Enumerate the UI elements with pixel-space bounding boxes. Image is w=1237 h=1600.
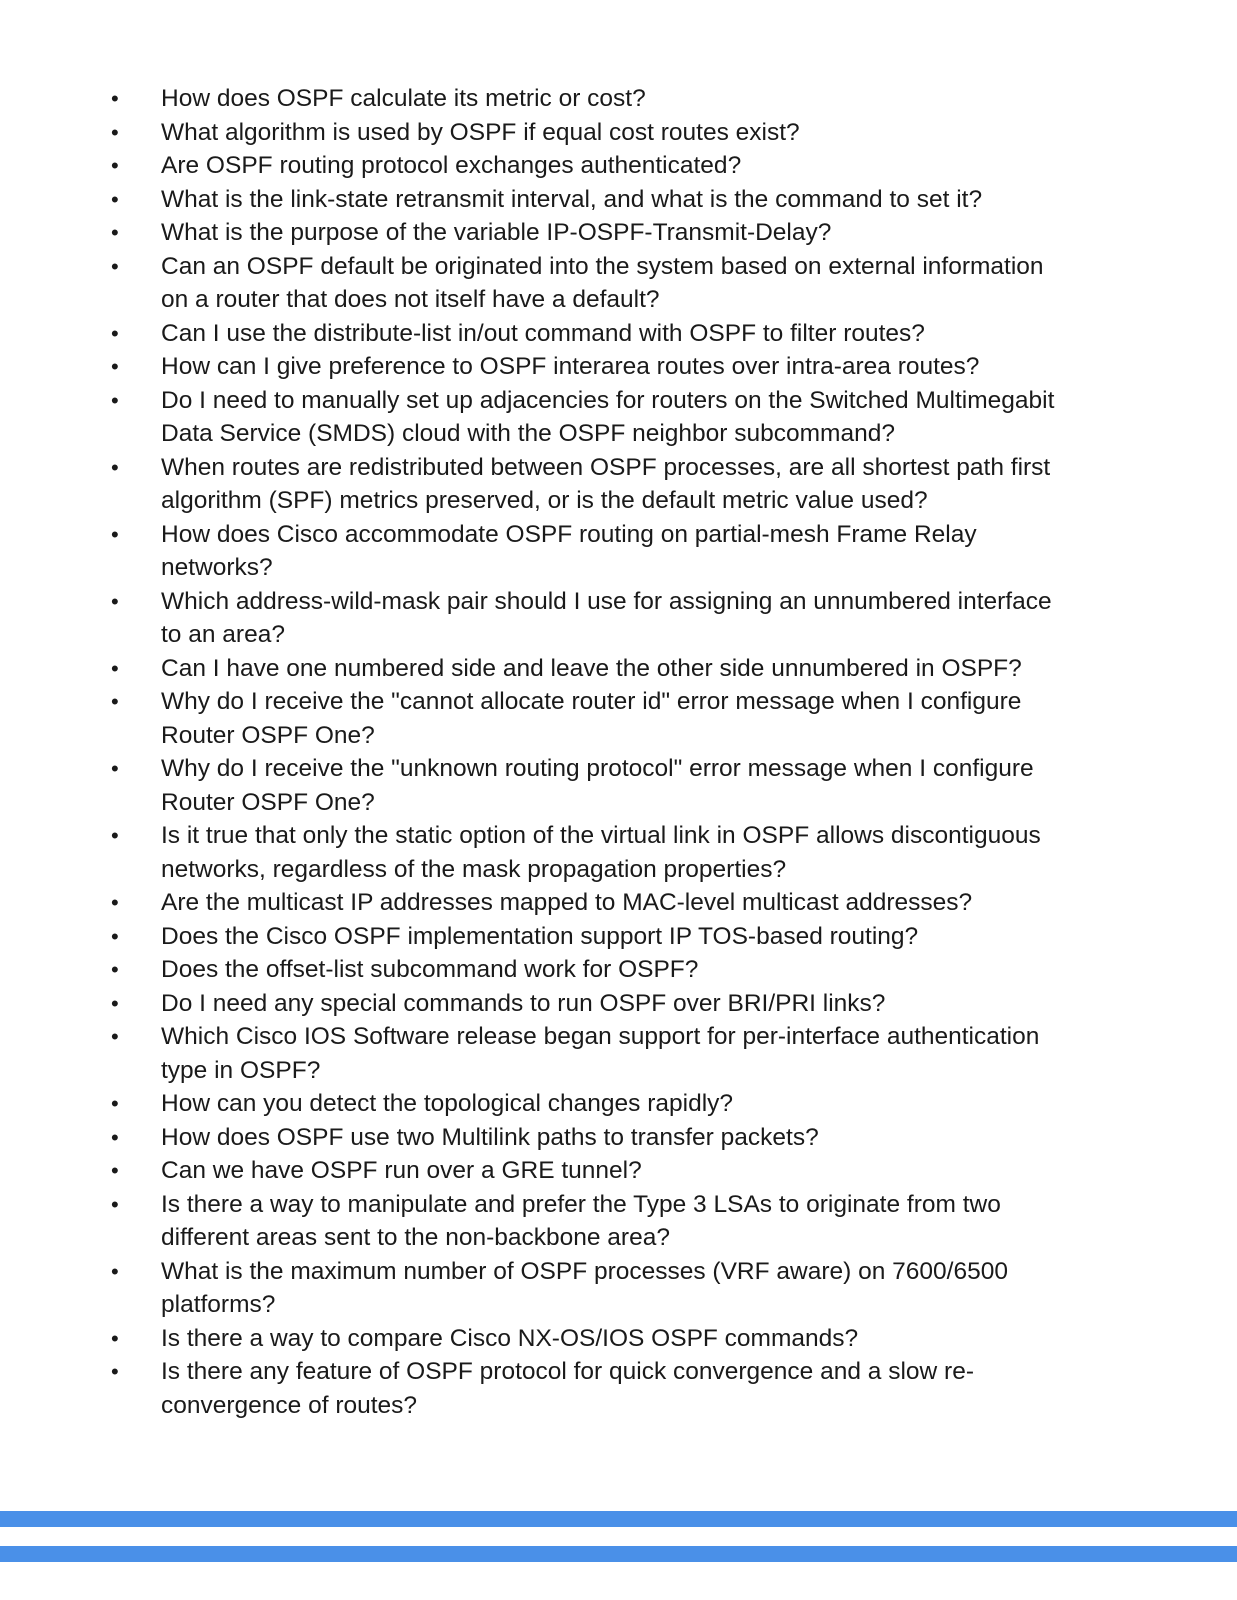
question-item <box>108 953 1068 987</box>
question-item <box>108 1355 1068 1422</box>
bullet-icon: • <box>111 990 119 1016</box>
question-text: Which Cisco IOS Software release began support for per-interface authentication type in OSPF? <box>161 1023 1040 1084</box>
question-text: Why do I receive the "cannot allocate router id" error message when I configure Router OSPF One? <box>161 688 1022 749</box>
question-item <box>108 652 1068 686</box>
bullet-icon: • <box>111 454 119 480</box>
question-item <box>108 149 1068 183</box>
question-text: Is there a way to compare Cisco NX-OS/IOS OSPF commands? <box>161 1324 859 1352</box>
question-item <box>108 1188 1068 1255</box>
question-text: Why do I receive the "unknown routing protocol" error message when I configure Router OSPF One? <box>161 755 1034 816</box>
question-text: How does Cisco accommodate OSPF routing on partial-mesh Frame Relay networks? <box>161 520 977 581</box>
question-text: Which address-wild-mask pair should I use for assigning an unnumbered interface to an area? <box>161 587 1052 648</box>
question-text: What is the link-state retransmit interval, and what is the command to set it? <box>161 185 983 213</box>
bullet-icon: • <box>111 1024 119 1049</box>
question-item <box>108 1154 1068 1188</box>
bullet-icon: • <box>111 1124 119 1150</box>
bullet-icon: • <box>111 220 119 245</box>
question-item <box>108 1087 1068 1121</box>
bullet-icon: • <box>111 119 119 145</box>
question-text: What is the maximum number of OSPF processes (VRF aware) on 7600/6500 platforms? <box>161 1257 1008 1318</box>
question-item <box>108 920 1068 954</box>
question-text: How can I give preference to OSPF interarea routes over intra-area routes? <box>161 353 980 380</box>
question-item <box>108 585 1068 652</box>
question-text: Does the offset-list subcommand work for OSPF? <box>161 956 699 983</box>
question-text: Can an OSPF default be originated into the system based on external information on a router that does not itself have a default? <box>161 252 1044 313</box>
question-text: Do I need to manually set up adjacencies for routers on the Switched Multimegabit Data Service (SMDS) cloud with the OSPF neighbor subcommand? <box>161 386 1055 447</box>
question-item <box>108 1121 1068 1155</box>
question-text: How can you detect the topological changes rapidly? <box>161 1090 734 1117</box>
bullet-icon: • <box>111 1359 119 1384</box>
question-item <box>108 886 1068 920</box>
question-text: Are the multicast IP addresses mapped to MAC-level multicast addresses? <box>161 889 973 916</box>
question-item <box>108 250 1068 317</box>
question-item <box>108 116 1068 150</box>
question-list <box>108 82 1068 1422</box>
question-text: Are OSPF routing protocol exchanges authenticated? <box>161 152 742 179</box>
question-item <box>108 384 1068 451</box>
question-text: Do I need any special commands to run OSPF over BRI/PRI links? <box>161 989 886 1017</box>
question-item <box>108 183 1068 217</box>
footer-rule-bottom <box>0 1546 1237 1562</box>
question-text: Is there a way to manipulate and prefer the Type 3 LSAs to originate from two different areas sent to the non-backbone area? <box>161 1190 1001 1251</box>
bullet-icon: • <box>111 354 119 379</box>
question-text: Can I use the distribute-list in/out command with OSPF to filter routes? <box>161 319 925 347</box>
footer-rule-top <box>0 1511 1237 1527</box>
bullet-icon: • <box>111 387 119 413</box>
bullet-icon: • <box>111 153 119 178</box>
bullet-icon: • <box>111 253 119 279</box>
question-item <box>108 752 1068 819</box>
bullet-icon: • <box>111 689 119 714</box>
bullet-icon: • <box>111 1091 119 1116</box>
bullet-icon: • <box>111 655 119 681</box>
question-item <box>108 350 1068 384</box>
bullet-icon: • <box>111 86 119 111</box>
question-text: What is the purpose of the variable IP-OSPF-Transmit-Delay? <box>161 219 832 246</box>
question-text: Can we have OSPF run over a GRE tunnel? <box>161 1157 642 1184</box>
question-item <box>108 216 1068 250</box>
bullet-icon: • <box>111 320 119 346</box>
question-item <box>108 1322 1068 1356</box>
question-text: When routes are redistributed between OSPF processes, are all shortest path first algorithm (SPF) metrics preserved, or is the default metric value used? <box>161 453 1051 514</box>
question-item <box>108 1020 1068 1087</box>
bullet-icon: • <box>111 823 119 848</box>
bullet-icon: • <box>111 756 119 781</box>
question-item <box>108 819 1068 886</box>
question-text: Is there any feature of OSPF protocol for quick convergence and a slow re-convergence of routes? <box>161 1358 974 1419</box>
bullet-icon: • <box>111 923 119 949</box>
question-item <box>108 987 1068 1021</box>
question-text: How does OSPF use two Multilink paths to transfer packets? <box>161 1123 819 1151</box>
question-item <box>108 451 1068 518</box>
question-text: Can I have one numbered side and leave the other side unnumbered in OSPF? <box>161 654 1022 682</box>
bullet-icon: • <box>111 521 119 547</box>
question-text: How does OSPF calculate its metric or cost? <box>161 85 646 112</box>
bullet-icon: • <box>111 957 119 982</box>
bullet-icon: • <box>111 1258 119 1284</box>
bullet-icon: • <box>111 1325 119 1351</box>
question-text: Is it true that only the static option of the virtual link in OSPF allows discontiguous networks, regardless of the mask propagation properties? <box>161 822 1041 883</box>
bullet-icon: • <box>111 588 119 614</box>
question-item <box>108 518 1068 585</box>
bullet-icon: • <box>111 890 119 915</box>
question-item <box>108 685 1068 752</box>
question-item <box>108 1255 1068 1322</box>
bullet-icon: • <box>111 186 119 212</box>
question-item <box>108 82 1068 116</box>
question-text: Does the Cisco OSPF implementation support IP TOS-based routing? <box>161 922 919 950</box>
bullet-icon: • <box>111 1158 119 1183</box>
bullet-icon: • <box>111 1191 119 1217</box>
question-item <box>108 317 1068 351</box>
question-text: What algorithm is used by OSPF if equal cost routes exist? <box>161 118 800 146</box>
